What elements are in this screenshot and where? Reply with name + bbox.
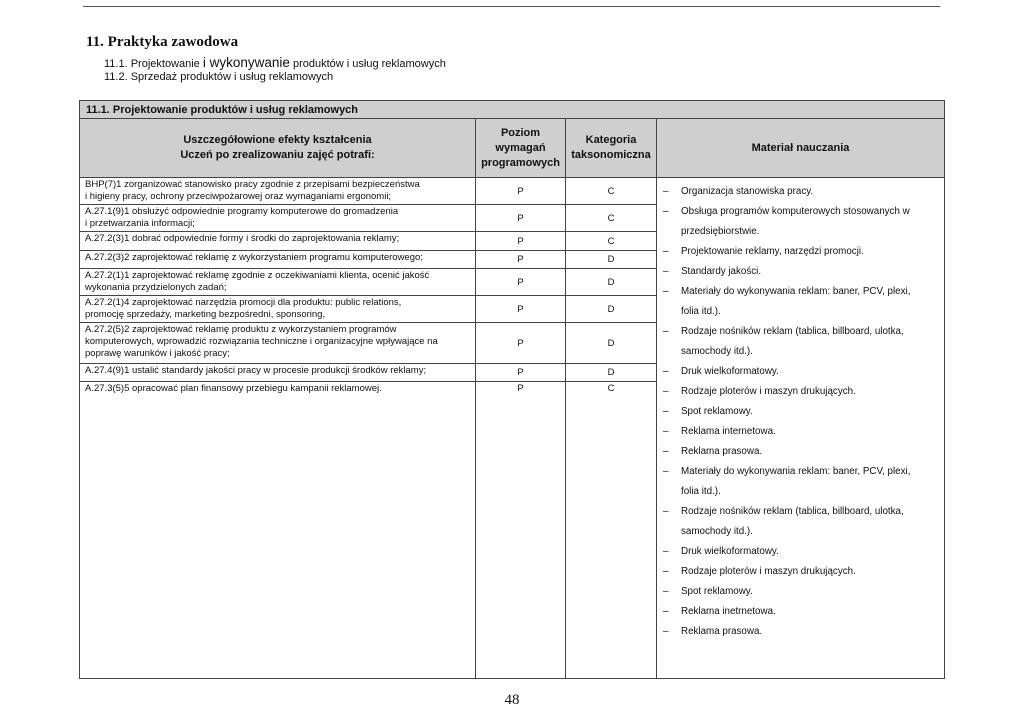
material-item-text: folia itd.). xyxy=(681,306,721,317)
list-dash: – xyxy=(663,566,669,577)
level-cell: P xyxy=(476,205,566,232)
header-category-line1: Kategoria xyxy=(585,134,637,146)
category-cell: D xyxy=(566,323,657,364)
material-list-item xyxy=(661,562,938,582)
list-dash: – xyxy=(663,326,669,337)
material-list-item xyxy=(661,342,938,362)
level-cell: P xyxy=(476,382,566,679)
material-list-item xyxy=(661,382,938,402)
outcome-line: BHP(7)1 zorganizować stanowisko pracy zgodnie z przepisami bezpieczeństwa xyxy=(85,179,420,190)
material-item-text: Rodzaje ploterów i maszyn drukujących. xyxy=(681,386,856,397)
list-dash: – xyxy=(663,626,669,637)
outcome-cell xyxy=(80,205,476,232)
list-dash: – xyxy=(663,546,669,557)
level-cell: P xyxy=(476,251,566,269)
outcome-cell xyxy=(80,364,476,382)
material-item-text: Materiały do wykonywania reklam: baner, PCV, plexi, xyxy=(681,286,911,297)
material-list-item xyxy=(661,362,938,382)
header-level xyxy=(476,119,566,178)
material-item-text: Rodzaje nośników reklam (tablica, billboard, ulotka, xyxy=(681,506,904,517)
material-list-item xyxy=(661,602,938,622)
material-item-text: Projektowanie reklamy, narzędzi promocji. xyxy=(681,246,864,257)
material-list-item xyxy=(661,182,938,202)
material-item-text: Obsługa programów komputerowych stosowanych w xyxy=(681,206,910,217)
outcome-cell xyxy=(80,251,476,269)
material-item-text: Druk wielkoformatowy. xyxy=(681,366,779,377)
toc-item-1-prefix: 11.1. Projektowanie xyxy=(104,58,200,70)
material-list xyxy=(661,182,938,642)
material-list-item xyxy=(661,622,938,642)
outcome-cell xyxy=(80,269,476,296)
outcome-line: A.27.3(5)5 opracować plan finansowy przebiegu kampanii reklamowej. xyxy=(85,383,382,394)
material-list-item xyxy=(661,442,938,462)
list-dash: – xyxy=(663,586,669,597)
material-list-item xyxy=(661,262,938,282)
list-dash: – xyxy=(663,366,669,377)
material-item-text: Standardy jakości. xyxy=(681,266,762,277)
outcome-line: A.27.2(1)4 zaprojektować narzędzia promocji dla produktu: public relations, xyxy=(85,297,402,308)
outcome-cell xyxy=(80,178,476,205)
outcome-line: poprawę warunków i jakość pracy; xyxy=(85,348,230,359)
material-list-item xyxy=(661,422,938,442)
header-level-line1: Poziom xyxy=(500,126,541,139)
material-item-text: Reklama internetowa. xyxy=(681,426,776,437)
material-list-item xyxy=(661,462,938,482)
level-cell: P xyxy=(476,364,566,382)
table-title: 11.1. Projektowanie produktów i usług reklamowych xyxy=(80,101,945,119)
material-list-item xyxy=(661,542,938,562)
outcome-cell xyxy=(80,296,476,323)
material-list-item xyxy=(661,522,938,542)
outcome-line: A.27.1(9)1 obsłużyć odpowiednie programy komputerowe do gromadzenia xyxy=(85,206,399,217)
outcome-line: promocję sprzedaży, marketing bezpośredni, sponsoring, xyxy=(85,309,326,320)
list-dash: – xyxy=(663,466,669,477)
material-item-text: Materiały do wykonywania reklam: baner, PCV, plexi, xyxy=(681,466,911,477)
list-dash: – xyxy=(663,446,669,457)
material-item-text: Reklama inetrnetowa. xyxy=(681,606,776,617)
level-cell: P xyxy=(476,323,566,364)
material-cell xyxy=(657,178,945,679)
material-item-text: Rodzaje nośników reklam (tablica, billboard, ulotka, xyxy=(681,326,904,337)
header-category-line2: taksonomiczna xyxy=(571,149,651,161)
material-item-text: przedsiębiorstwie. xyxy=(681,226,760,237)
outcome-line: A.27.4(9)1 ustalić standardy jakości pracy w procesie produkcji środków reklamy; xyxy=(85,365,427,376)
outcome-line: komputerowych, wprowadzić rozwiązania techniczne i organizacyjne wpływające na xyxy=(85,336,438,347)
toc-item-1-suffix: produktów i usług reklamowych xyxy=(292,58,446,70)
material-item-text: Reklama prasowa. xyxy=(681,626,763,637)
header-rule xyxy=(83,6,940,7)
material-list-item xyxy=(661,482,938,502)
category-cell: C xyxy=(566,382,657,679)
outcome-cell xyxy=(80,323,476,364)
outcome-cell xyxy=(80,382,476,679)
list-dash: – xyxy=(663,206,669,217)
level-cell: P xyxy=(476,269,566,296)
material-list-item xyxy=(661,402,938,422)
header-category xyxy=(566,119,657,178)
material-item-text: Spot reklamowy. xyxy=(681,586,753,597)
material-item-text: samochody itd.). xyxy=(681,526,753,537)
category-cell: C xyxy=(566,232,657,251)
material-item-text: Spot reklamowy. xyxy=(681,406,753,417)
toc-item-2: 11.2. Sprzedaż produktów i usług reklamowych xyxy=(104,71,334,83)
category-cell: C xyxy=(566,205,657,232)
list-dash: – xyxy=(663,406,669,417)
header-outcomes xyxy=(80,119,476,178)
material-item-text: samochody itd.). xyxy=(681,346,753,357)
material-item-text: Druk wielkoformatowy. xyxy=(681,546,779,557)
material-list-item xyxy=(661,242,938,262)
list-dash: – xyxy=(663,186,669,197)
material-item-text: folia itd.). xyxy=(681,486,721,497)
header-level-line2: wymagań xyxy=(495,141,546,154)
page-number: 48 xyxy=(504,692,520,708)
outcome-line: A.27.2(3)2 zaprojektować reklamę z wykorzystaniem programu komputerowego; xyxy=(85,252,423,263)
category-cell: D xyxy=(566,364,657,382)
material-list-item xyxy=(661,202,938,222)
toc-item-1 xyxy=(104,55,446,70)
level-cell: P xyxy=(476,178,566,205)
outcome-line: wykonania przydzielonych zadań; xyxy=(85,282,227,293)
header-level-line3: programowych xyxy=(481,156,560,169)
header-outcomes-line1: Uszczegółowione efekty kształcenia xyxy=(183,134,372,146)
outcome-cell xyxy=(80,232,476,251)
learning-outcomes-table xyxy=(79,100,945,679)
category-cell: D xyxy=(566,251,657,269)
list-dash: – xyxy=(663,506,669,517)
level-cell: P xyxy=(476,296,566,323)
material-list-item xyxy=(661,582,938,602)
header-material: Materiał nauczania xyxy=(657,119,945,178)
material-list-item xyxy=(661,302,938,322)
level-cell: P xyxy=(476,232,566,251)
category-cell: C xyxy=(566,178,657,205)
list-dash: – xyxy=(663,246,669,257)
material-item-text: Reklama prasowa. xyxy=(681,446,763,457)
list-dash: – xyxy=(663,266,669,277)
outcome-line: i przetwarzania informacji; xyxy=(85,218,195,229)
material-list-item xyxy=(661,502,938,522)
material-item-text: Organizacja stanowiska pracy. xyxy=(681,186,814,197)
list-dash: – xyxy=(663,606,669,617)
table-row xyxy=(80,178,945,205)
outcome-line: A.27.2(5)2 zaprojektować reklamę produktu z wykorzystaniem programów xyxy=(85,324,397,335)
section-title: 11. Praktyka zawodowa xyxy=(86,34,239,50)
outcome-line: A.27.2(1)1 zaprojektować reklamę zgodnie z oczekiwaniami klienta, ocenić jakość xyxy=(85,270,430,281)
outcome-line: i higieny pracy, ochrony przeciwpożarowej oraz wymaganiami ergonomii; xyxy=(85,191,392,202)
list-dash: – xyxy=(663,286,669,297)
header-outcomes-line2: Uczeń po zrealizowaniu zajęć potrafi: xyxy=(180,149,375,161)
outcome-line: A.27.2(3)1 dobrać odpowiednie formy i środki do zaprojektowania reklamy; xyxy=(85,233,400,244)
material-list-item xyxy=(661,222,938,242)
material-list-item xyxy=(661,282,938,302)
material-list-item xyxy=(661,322,938,342)
list-dash: – xyxy=(663,386,669,397)
list-dash: – xyxy=(663,426,669,437)
category-cell: D xyxy=(566,269,657,296)
category-cell: D xyxy=(566,296,657,323)
toc-item-1-emphasis: i wykonywanie xyxy=(202,55,290,70)
material-item-text: Rodzaje ploterów i maszyn drukujących. xyxy=(681,566,856,577)
